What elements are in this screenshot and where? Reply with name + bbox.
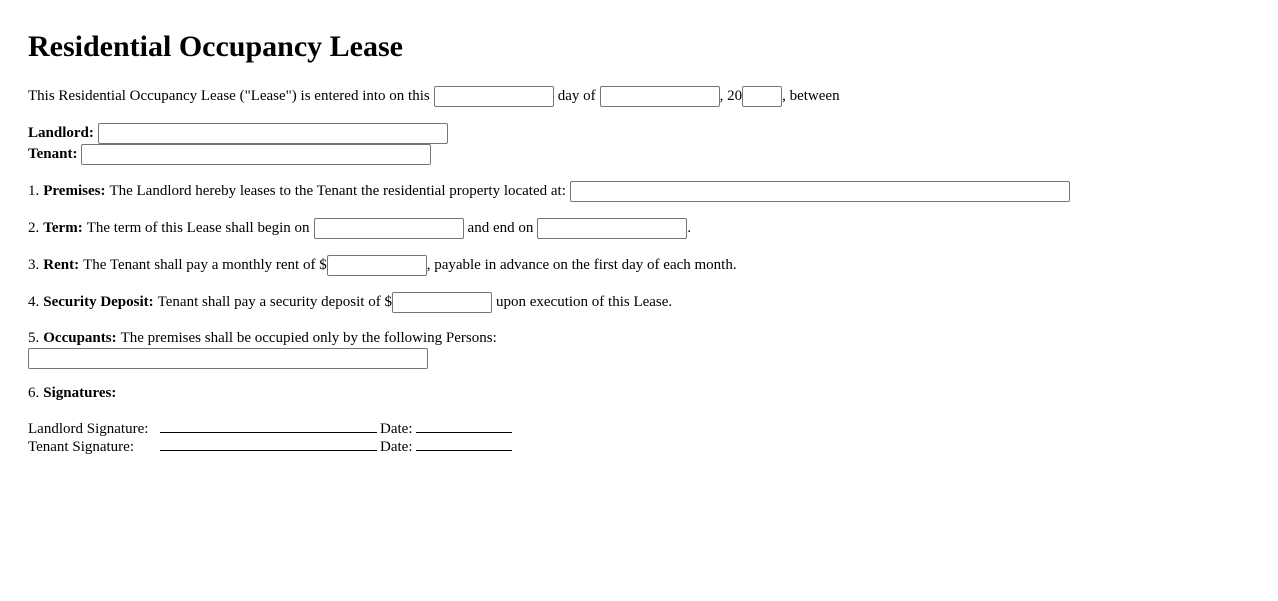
- tenant-signature-line: [160, 436, 377, 451]
- premises-text: The Landlord hereby leases to the Tenant the residential property located at:: [109, 183, 566, 199]
- premises-clause: [28, 180, 1070, 202]
- tenant-field[interactable]: [81, 144, 431, 165]
- between-text: , between: [782, 88, 840, 104]
- deposit-text: Tenant shall pay a security deposit of $: [157, 294, 392, 310]
- deposit-heading: Security Deposit:: [43, 294, 154, 310]
- landlord-signature-line: [160, 418, 377, 433]
- occupants-field[interactable]: [28, 348, 428, 369]
- occupants-heading: Occupants:: [43, 330, 117, 346]
- day-of-text: day of: [557, 88, 596, 104]
- intro-text: This Residential Occupancy Lease ("Lease") is entered into on this: [28, 88, 430, 104]
- occupants-number: 5.: [28, 330, 40, 346]
- occupants-clause: [28, 327, 497, 349]
- term-begin-field[interactable]: [314, 218, 464, 239]
- landlord-signature-label: Landlord Signature:: [28, 421, 149, 437]
- rent-clause: [28, 254, 737, 276]
- premises-heading: Premises:: [43, 183, 106, 199]
- landlord-field[interactable]: [98, 123, 448, 144]
- page-title: Residential Occupancy Lease: [28, 30, 403, 63]
- deposit-amount-field[interactable]: [392, 292, 492, 313]
- signatures-heading: Signatures:: [43, 385, 117, 401]
- tenant-signature-label: Tenant Signature:: [28, 439, 135, 455]
- occupants-text: The premises shall be occupied only by the following Persons:: [120, 330, 497, 346]
- day-field[interactable]: [434, 86, 554, 107]
- tenant-date-line: [416, 436, 512, 451]
- term-number: 2.: [28, 220, 40, 236]
- rent-heading: Rent:: [43, 257, 80, 273]
- landlord-date-label: Date:: [380, 421, 413, 437]
- year-field[interactable]: [742, 86, 782, 107]
- tenant-date-label: Date:: [380, 439, 413, 455]
- deposit-after-text: upon execution of this Lease.: [495, 294, 673, 310]
- premises-address-field[interactable]: [570, 181, 1070, 202]
- rent-number: 3.: [28, 257, 40, 273]
- signatures-number: 6.: [28, 385, 40, 401]
- tenant-line: [28, 143, 431, 165]
- intro-line: [28, 85, 840, 107]
- occupants-input-line: [28, 347, 428, 369]
- landlord-line: [28, 122, 448, 144]
- term-heading: Term:: [43, 220, 83, 236]
- deposit-clause: [28, 291, 672, 313]
- rent-text: The Tenant shall pay a monthly rent of $: [83, 257, 327, 273]
- term-period: .: [687, 220, 692, 236]
- tenant-label: Tenant:: [28, 146, 78, 162]
- month-field[interactable]: [600, 86, 720, 107]
- signatures-heading-line: [28, 382, 116, 404]
- term-end-field[interactable]: [537, 218, 687, 239]
- deposit-number: 4.: [28, 294, 40, 310]
- term-clause: [28, 217, 691, 239]
- landlord-date-line: [416, 418, 512, 433]
- landlord-signature-row: [28, 418, 512, 438]
- term-begin-text: The term of this Lease shall begin on: [86, 220, 310, 236]
- landlord-label: Landlord:: [28, 125, 94, 141]
- premises-number: 1.: [28, 183, 40, 199]
- year-prefix-text: , 20: [719, 88, 743, 104]
- rent-amount-field[interactable]: [327, 255, 427, 276]
- rent-after-text: , payable in advance on the first day of each month.: [426, 257, 737, 273]
- tenant-signature-row: [28, 436, 512, 456]
- term-end-text: and end on: [467, 220, 534, 236]
